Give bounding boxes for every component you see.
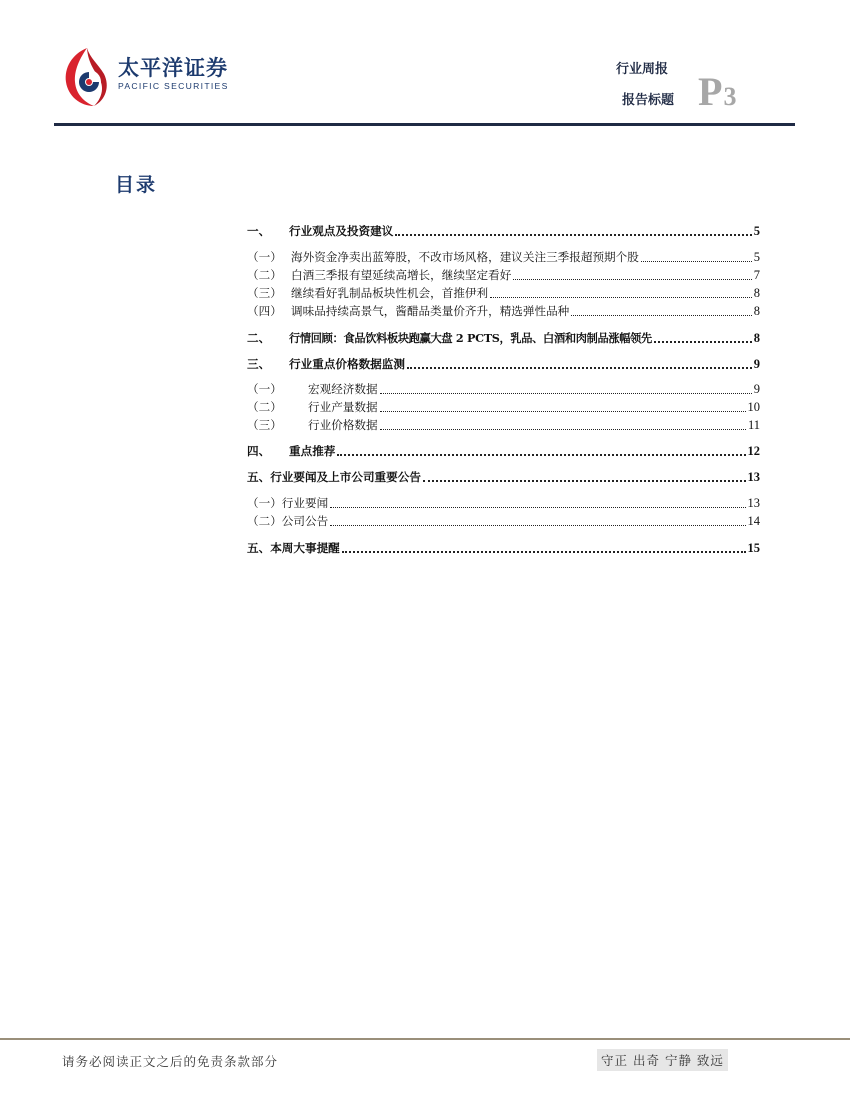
footer-disclaimer: 请务必阅读正文之后的免责条款部分 (62, 1054, 279, 1069)
dot-leader (342, 550, 746, 553)
toc-entry[interactable] (247, 398, 760, 416)
toc-entry-number: （二） (247, 514, 282, 528)
page-mark-number: 3 (723, 82, 737, 111)
logo-name-en: PACIFIC SECURITIES (118, 81, 229, 91)
toc-entry-text: 行业要闻及上市公司重要公告 (270, 470, 421, 484)
dot-leader (490, 296, 752, 298)
toc-entry-text: 行业要闻 (281, 496, 329, 510)
toc-entry-number: （三） (247, 418, 282, 432)
toc-entry-page: 5 (753, 250, 760, 264)
toc-entry-number: （一） (247, 250, 282, 264)
toc-entry-number: 一、 (247, 224, 271, 238)
footer-motto: 守正 出奇 宁静 致远 (597, 1049, 728, 1071)
toc-entry-number: 三、 (247, 357, 271, 371)
report-type: 行业周报 (616, 62, 669, 77)
toc-entry-text: 宏观经济数据 (308, 382, 378, 396)
toc-entry[interactable] (247, 248, 760, 266)
toc-heading: 目录 (115, 174, 158, 196)
dot-leader (407, 366, 752, 369)
toc-entry-page: 9 (753, 382, 760, 396)
dot-leader (380, 428, 746, 430)
toc-entry-text: 继续看好乳制品板块性机会，首推伊利 (291, 286, 489, 300)
toc-entry-text: 海外资金净卖出蓝筹股，不改市场风格，建议关注三季报超预期个股 (291, 250, 639, 264)
toc-entry-page: 8 (753, 286, 760, 300)
toc-entry[interactable] (247, 512, 760, 530)
toc-entry[interactable] (247, 284, 760, 302)
toc-entry-number: （三） (247, 286, 282, 300)
toc-entry[interactable] (247, 329, 760, 347)
toc-entry-page: 13 (747, 496, 760, 510)
toc-entry-number: （二） (247, 268, 282, 282)
dot-leader (380, 410, 746, 412)
toc-entry-text: 行业观点及投资建议 (289, 224, 394, 238)
dot-leader (330, 506, 745, 508)
toc-entry-page: 7 (753, 268, 760, 282)
header-divider (54, 123, 795, 126)
toc-entry[interactable] (247, 442, 760, 460)
toc-entry[interactable] (247, 468, 760, 486)
toc-entry-page: 8 (753, 331, 760, 345)
page-number-mark (698, 70, 758, 114)
toc-entry-text: 调味品持续高景气，酱醋品类量价齐升，精选弹性品种 (291, 304, 570, 318)
toc-entry[interactable] (247, 222, 760, 240)
dot-leader (654, 340, 752, 343)
toc-entry[interactable] (247, 416, 760, 434)
toc-entry-number: 四、 (247, 444, 271, 458)
toc-entry[interactable] (247, 355, 760, 373)
toc-entry-number: （二） (247, 400, 282, 414)
toc-entry-text: 公司公告 (281, 514, 329, 528)
dot-leader (571, 314, 751, 316)
dot-leader (513, 278, 751, 280)
dot-leader (380, 392, 752, 394)
dot-leader (330, 524, 745, 526)
toc-entry-text: 行业价格数据 (308, 418, 378, 432)
toc-entry-number: （四） (247, 304, 282, 318)
toc-entry-number: （一） (247, 496, 282, 510)
toc-entry-number: （一） (247, 382, 282, 396)
toc-entry-number: 二、 (247, 331, 271, 345)
toc-entry-number: 五、 (247, 470, 271, 484)
toc-entry-page: 11 (747, 418, 760, 432)
toc-entry-number: 五、 (247, 541, 271, 555)
toc-entry-page: 13 (747, 470, 760, 484)
toc-entry-text: 本周大事提醒 (270, 541, 340, 555)
toc-entry-page: 12 (747, 444, 760, 458)
toc-entry-text: 行业产量数据 (308, 400, 378, 414)
logo-name-cn: 太平洋证券 (118, 56, 228, 80)
dot-leader (395, 233, 751, 236)
toc-entry-page: 5 (753, 224, 760, 238)
dot-leader (423, 479, 746, 482)
dot-leader (641, 260, 752, 262)
toc-entry-page: 15 (747, 541, 760, 555)
toc-entry[interactable] (247, 380, 760, 398)
toc-entry-page: 10 (747, 400, 760, 414)
toc-entry-page: 9 (753, 357, 760, 371)
toc-entry[interactable] (247, 539, 760, 557)
pacific-securities-emblem-icon (60, 44, 114, 110)
report-title: 报告标题 (622, 93, 675, 108)
toc-entry-text: 白酒三季报有望延续高增长，继续坚定看好 (291, 268, 512, 282)
dot-leader (337, 453, 745, 456)
footer-divider (0, 1038, 850, 1040)
toc-entry-text: 重点推荐 (289, 444, 336, 458)
company-logo (60, 44, 230, 114)
page-mark-letter: P (698, 69, 723, 114)
toc-entry-text: 行情回顾：食品饮料板块跑赢大盘 2 PCTS，乳品、白酒和肉制品涨幅领先 (289, 331, 652, 345)
toc-entry-text: 行业重点价格数据监测 (289, 357, 405, 371)
toc-entry[interactable] (247, 302, 760, 320)
toc-entry-page: 8 (753, 304, 760, 318)
toc-entry-page: 14 (747, 514, 760, 528)
toc-entry[interactable] (247, 494, 760, 512)
toc-entry[interactable] (247, 266, 760, 284)
